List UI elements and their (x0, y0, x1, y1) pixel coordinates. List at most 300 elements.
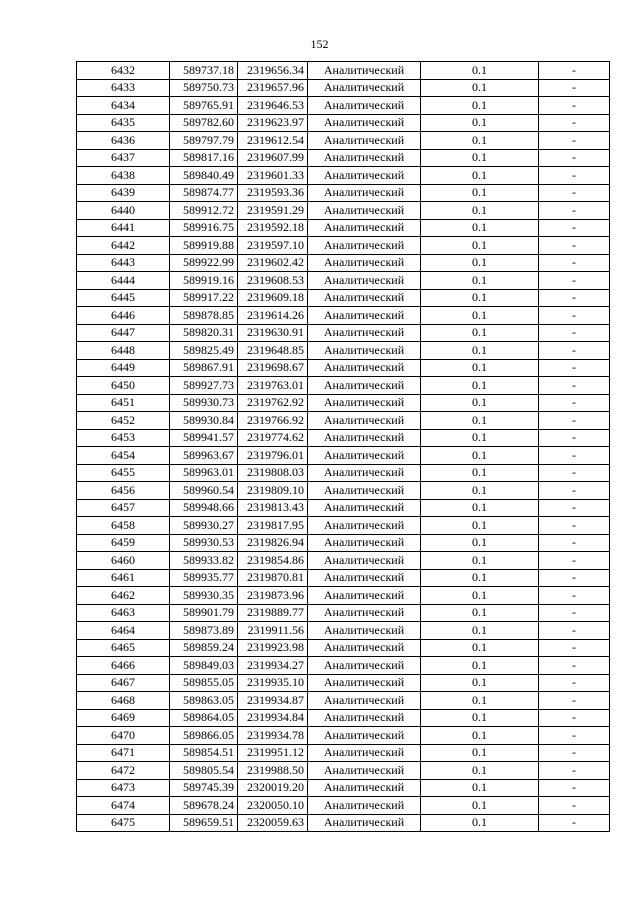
accuracy-cell: 0.1 (421, 202, 539, 220)
method-cell: Аналитический (308, 762, 421, 780)
x-coordinate-cell: 589912.72 (170, 202, 238, 220)
accuracy-cell: 0.1 (421, 534, 539, 552)
y-coordinate-cell: 2319646.53 (238, 97, 308, 115)
accuracy-cell: 0.1 (421, 464, 539, 482)
note-cell: - (539, 762, 610, 780)
note-cell: - (539, 202, 610, 220)
table-row (77, 62, 610, 80)
note-cell: - (539, 97, 610, 115)
table-row (77, 412, 610, 430)
x-coordinate-cell: 589859.24 (170, 639, 238, 657)
accuracy-cell: 0.1 (421, 62, 539, 80)
note-cell: - (539, 517, 610, 535)
point-number-cell: 6454 (77, 447, 170, 465)
note-cell: - (539, 744, 610, 762)
x-coordinate-cell: 589863.05 (170, 692, 238, 710)
method-cell: Аналитический (308, 517, 421, 535)
point-number-cell: 6432 (77, 62, 170, 80)
x-coordinate-cell: 589745.39 (170, 779, 238, 797)
y-coordinate-cell: 2320059.63 (238, 814, 308, 832)
point-number-cell: 6436 (77, 132, 170, 150)
y-coordinate-cell: 2319889.77 (238, 604, 308, 622)
coordinates-table (76, 61, 610, 832)
accuracy-cell: 0.1 (421, 604, 539, 622)
note-cell: - (539, 62, 610, 80)
method-cell: Аналитический (308, 744, 421, 762)
x-coordinate-cell: 589855.05 (170, 674, 238, 692)
note-cell: - (539, 709, 610, 727)
table-row (77, 587, 610, 605)
method-cell: Аналитический (308, 132, 421, 150)
x-coordinate-cell: 589820.31 (170, 324, 238, 342)
y-coordinate-cell: 2319614.26 (238, 307, 308, 325)
method-cell: Аналитический (308, 394, 421, 412)
method-cell: Аналитический (308, 622, 421, 640)
note-cell: - (539, 429, 610, 447)
accuracy-cell: 0.1 (421, 657, 539, 675)
y-coordinate-cell: 2319988.50 (238, 762, 308, 780)
point-number-cell: 6472 (77, 762, 170, 780)
note-cell: - (539, 692, 610, 710)
point-number-cell: 6452 (77, 412, 170, 430)
method-cell: Аналитический (308, 447, 421, 465)
note-cell: - (539, 342, 610, 360)
method-cell: Аналитический (308, 464, 421, 482)
method-cell: Аналитический (308, 569, 421, 587)
y-coordinate-cell: 2319873.96 (238, 587, 308, 605)
method-cell: Аналитический (308, 482, 421, 500)
y-coordinate-cell: 2319601.33 (238, 167, 308, 185)
x-coordinate-cell: 589927.73 (170, 377, 238, 395)
table-row (77, 622, 610, 640)
note-cell: - (539, 272, 610, 290)
method-cell: Аналитический (308, 412, 421, 430)
method-cell: Аналитический (308, 814, 421, 832)
method-cell: Аналитический (308, 97, 421, 115)
note-cell: - (539, 674, 610, 692)
table-row (77, 727, 610, 745)
table-row (77, 342, 610, 360)
note-cell: - (539, 219, 610, 237)
method-cell: Аналитический (308, 377, 421, 395)
table-row (77, 219, 610, 237)
table-row (77, 184, 610, 202)
point-number-cell: 6467 (77, 674, 170, 692)
method-cell: Аналитический (308, 167, 421, 185)
table-row (77, 464, 610, 482)
table-row (77, 132, 610, 150)
point-number-cell: 6449 (77, 359, 170, 377)
method-cell: Аналитический (308, 639, 421, 657)
table-row (77, 657, 610, 675)
table-row (77, 639, 610, 657)
table-row (77, 692, 610, 710)
note-cell: - (539, 237, 610, 255)
table-row (77, 744, 610, 762)
y-coordinate-cell: 2319762.92 (238, 394, 308, 412)
y-coordinate-cell: 2319607.99 (238, 149, 308, 167)
table-row (77, 429, 610, 447)
accuracy-cell: 0.1 (421, 219, 539, 237)
x-coordinate-cell: 589933.82 (170, 552, 238, 570)
table-row (77, 202, 610, 220)
method-cell: Аналитический (308, 342, 421, 360)
point-number-cell: 6470 (77, 727, 170, 745)
table-row (77, 814, 610, 832)
table-row (77, 167, 610, 185)
x-coordinate-cell: 589873.89 (170, 622, 238, 640)
accuracy-cell: 0.1 (421, 237, 539, 255)
table-row (77, 779, 610, 797)
point-number-cell: 6458 (77, 517, 170, 535)
note-cell: - (539, 254, 610, 272)
y-coordinate-cell: 2320019.20 (238, 779, 308, 797)
table-row (77, 324, 610, 342)
y-coordinate-cell: 2319608.53 (238, 272, 308, 290)
note-cell: - (539, 797, 610, 815)
x-coordinate-cell: 589930.53 (170, 534, 238, 552)
point-number-cell: 6443 (77, 254, 170, 272)
x-coordinate-cell: 589919.16 (170, 272, 238, 290)
x-coordinate-cell: 589750.73 (170, 79, 238, 97)
y-coordinate-cell: 2319657.96 (238, 79, 308, 97)
y-coordinate-cell: 2319591.29 (238, 202, 308, 220)
accuracy-cell: 0.1 (421, 814, 539, 832)
point-number-cell: 6473 (77, 779, 170, 797)
y-coordinate-cell: 2319609.18 (238, 289, 308, 307)
x-coordinate-cell: 589960.54 (170, 482, 238, 500)
note-cell: - (539, 394, 610, 412)
method-cell: Аналитический (308, 324, 421, 342)
note-cell: - (539, 639, 610, 657)
x-coordinate-cell: 589866.05 (170, 727, 238, 745)
x-coordinate-cell: 589797.79 (170, 132, 238, 150)
x-coordinate-cell: 589874.77 (170, 184, 238, 202)
note-cell: - (539, 359, 610, 377)
accuracy-cell: 0.1 (421, 184, 539, 202)
y-coordinate-cell: 2319774.62 (238, 429, 308, 447)
y-coordinate-cell: 2319648.85 (238, 342, 308, 360)
method-cell: Аналитический (308, 674, 421, 692)
point-number-cell: 6455 (77, 464, 170, 482)
x-coordinate-cell: 589678.24 (170, 797, 238, 815)
x-coordinate-cell: 589864.05 (170, 709, 238, 727)
y-coordinate-cell: 2319593.36 (238, 184, 308, 202)
y-coordinate-cell: 2319763.01 (238, 377, 308, 395)
point-number-cell: 6456 (77, 482, 170, 500)
accuracy-cell: 0.1 (421, 709, 539, 727)
method-cell: Аналитический (308, 797, 421, 815)
accuracy-cell: 0.1 (421, 289, 539, 307)
point-number-cell: 6447 (77, 324, 170, 342)
y-coordinate-cell: 2319826.94 (238, 534, 308, 552)
table-row (77, 289, 610, 307)
note-cell: - (539, 464, 610, 482)
accuracy-cell: 0.1 (421, 272, 539, 290)
point-number-cell: 6433 (77, 79, 170, 97)
x-coordinate-cell: 589941.57 (170, 429, 238, 447)
x-coordinate-cell: 589930.73 (170, 394, 238, 412)
point-number-cell: 6474 (77, 797, 170, 815)
x-coordinate-cell: 589782.60 (170, 114, 238, 132)
method-cell: Аналитический (308, 359, 421, 377)
table-row (77, 534, 610, 552)
method-cell: Аналитический (308, 604, 421, 622)
method-cell: Аналитический (308, 219, 421, 237)
y-coordinate-cell: 2319597.10 (238, 237, 308, 255)
point-number-cell: 6451 (77, 394, 170, 412)
accuracy-cell: 0.1 (421, 394, 539, 412)
y-coordinate-cell: 2319934.27 (238, 657, 308, 675)
point-number-cell: 6464 (77, 622, 170, 640)
accuracy-cell: 0.1 (421, 377, 539, 395)
x-coordinate-cell: 589854.51 (170, 744, 238, 762)
table-row (77, 394, 610, 412)
table-row (77, 149, 610, 167)
method-cell: Аналитический (308, 254, 421, 272)
accuracy-cell: 0.1 (421, 97, 539, 115)
accuracy-cell: 0.1 (421, 342, 539, 360)
accuracy-cell: 0.1 (421, 482, 539, 500)
y-coordinate-cell: 2319923.98 (238, 639, 308, 657)
note-cell: - (539, 447, 610, 465)
note-cell: - (539, 114, 610, 132)
x-coordinate-cell: 589930.84 (170, 412, 238, 430)
table-row (77, 604, 610, 622)
x-coordinate-cell: 589919.88 (170, 237, 238, 255)
y-coordinate-cell: 2319934.78 (238, 727, 308, 745)
accuracy-cell: 0.1 (421, 79, 539, 97)
y-coordinate-cell: 2319656.34 (238, 62, 308, 80)
method-cell: Аналитический (308, 184, 421, 202)
table-row (77, 359, 610, 377)
note-cell: - (539, 324, 610, 342)
table-row (77, 254, 610, 272)
point-number-cell: 6475 (77, 814, 170, 832)
method-cell: Аналитический (308, 237, 421, 255)
accuracy-cell: 0.1 (421, 587, 539, 605)
accuracy-cell: 0.1 (421, 254, 539, 272)
accuracy-cell: 0.1 (421, 324, 539, 342)
x-coordinate-cell: 589659.51 (170, 814, 238, 832)
point-number-cell: 6445 (77, 289, 170, 307)
point-number-cell: 6438 (77, 167, 170, 185)
point-number-cell: 6448 (77, 342, 170, 360)
accuracy-cell: 0.1 (421, 517, 539, 535)
x-coordinate-cell: 589840.49 (170, 167, 238, 185)
note-cell: - (539, 482, 610, 500)
method-cell: Аналитический (308, 429, 421, 447)
note-cell: - (539, 779, 610, 797)
method-cell: Аналитический (308, 587, 421, 605)
y-coordinate-cell: 2319817.95 (238, 517, 308, 535)
note-cell: - (539, 587, 610, 605)
method-cell: Аналитический (308, 709, 421, 727)
accuracy-cell: 0.1 (421, 447, 539, 465)
table-row (77, 709, 610, 727)
method-cell: Аналитический (308, 149, 421, 167)
x-coordinate-cell: 589948.66 (170, 499, 238, 517)
accuracy-cell: 0.1 (421, 762, 539, 780)
table-row (77, 237, 610, 255)
table-row (77, 762, 610, 780)
method-cell: Аналитический (308, 307, 421, 325)
accuracy-cell: 0.1 (421, 167, 539, 185)
table-body (77, 62, 610, 832)
method-cell: Аналитический (308, 289, 421, 307)
accuracy-cell: 0.1 (421, 149, 539, 167)
y-coordinate-cell: 2319935.10 (238, 674, 308, 692)
y-coordinate-cell: 2319911.56 (238, 622, 308, 640)
point-number-cell: 6459 (77, 534, 170, 552)
point-number-cell: 6453 (77, 429, 170, 447)
point-number-cell: 6441 (77, 219, 170, 237)
x-coordinate-cell: 589930.35 (170, 587, 238, 605)
method-cell: Аналитический (308, 779, 421, 797)
point-number-cell: 6437 (77, 149, 170, 167)
table-row (77, 307, 610, 325)
table-row (77, 79, 610, 97)
x-coordinate-cell: 589737.18 (170, 62, 238, 80)
point-number-cell: 6435 (77, 114, 170, 132)
table-row (77, 114, 610, 132)
y-coordinate-cell: 2320050.10 (238, 797, 308, 815)
point-number-cell: 6442 (77, 237, 170, 255)
x-coordinate-cell: 589817.16 (170, 149, 238, 167)
point-number-cell: 6461 (77, 569, 170, 587)
table-row (77, 97, 610, 115)
note-cell: - (539, 499, 610, 517)
y-coordinate-cell: 2319698.67 (238, 359, 308, 377)
point-number-cell: 6434 (77, 97, 170, 115)
point-number-cell: 6460 (77, 552, 170, 570)
point-number-cell: 6439 (77, 184, 170, 202)
note-cell: - (539, 289, 610, 307)
note-cell: - (539, 814, 610, 832)
table-row (77, 797, 610, 815)
accuracy-cell: 0.1 (421, 727, 539, 745)
y-coordinate-cell: 2319796.01 (238, 447, 308, 465)
x-coordinate-cell: 589849.03 (170, 657, 238, 675)
x-coordinate-cell: 589805.54 (170, 762, 238, 780)
table-row (77, 517, 610, 535)
table-row (77, 377, 610, 395)
accuracy-cell: 0.1 (421, 779, 539, 797)
x-coordinate-cell: 589916.75 (170, 219, 238, 237)
point-number-cell: 6471 (77, 744, 170, 762)
x-coordinate-cell: 589917.22 (170, 289, 238, 307)
table-row (77, 552, 610, 570)
table-row (77, 674, 610, 692)
y-coordinate-cell: 2319602.42 (238, 254, 308, 272)
x-coordinate-cell: 589935.77 (170, 569, 238, 587)
accuracy-cell: 0.1 (421, 359, 539, 377)
accuracy-cell: 0.1 (421, 569, 539, 587)
accuracy-cell: 0.1 (421, 797, 539, 815)
y-coordinate-cell: 2319808.03 (238, 464, 308, 482)
point-number-cell: 6446 (77, 307, 170, 325)
method-cell: Аналитический (308, 79, 421, 97)
point-number-cell: 6440 (77, 202, 170, 220)
point-number-cell: 6462 (77, 587, 170, 605)
accuracy-cell: 0.1 (421, 114, 539, 132)
table-row (77, 482, 610, 500)
note-cell: - (539, 552, 610, 570)
x-coordinate-cell: 589867.91 (170, 359, 238, 377)
x-coordinate-cell: 589963.67 (170, 447, 238, 465)
accuracy-cell: 0.1 (421, 692, 539, 710)
note-cell: - (539, 657, 610, 675)
point-number-cell: 6469 (77, 709, 170, 727)
accuracy-cell: 0.1 (421, 744, 539, 762)
accuracy-cell: 0.1 (421, 674, 539, 692)
y-coordinate-cell: 2319854.86 (238, 552, 308, 570)
accuracy-cell: 0.1 (421, 412, 539, 430)
x-coordinate-cell: 589825.49 (170, 342, 238, 360)
note-cell: - (539, 149, 610, 167)
x-coordinate-cell: 589878.85 (170, 307, 238, 325)
note-cell: - (539, 184, 610, 202)
y-coordinate-cell: 2319934.84 (238, 709, 308, 727)
method-cell: Аналитический (308, 62, 421, 80)
point-number-cell: 6468 (77, 692, 170, 710)
point-number-cell: 6444 (77, 272, 170, 290)
x-coordinate-cell: 589901.79 (170, 604, 238, 622)
method-cell: Аналитический (308, 114, 421, 132)
accuracy-cell: 0.1 (421, 499, 539, 517)
note-cell: - (539, 412, 610, 430)
note-cell: - (539, 569, 610, 587)
method-cell: Аналитический (308, 552, 421, 570)
method-cell: Аналитический (308, 692, 421, 710)
table-row (77, 569, 610, 587)
x-coordinate-cell: 589963.01 (170, 464, 238, 482)
note-cell: - (539, 167, 610, 185)
method-cell: Аналитический (308, 727, 421, 745)
y-coordinate-cell: 2319766.92 (238, 412, 308, 430)
table-row (77, 499, 610, 517)
accuracy-cell: 0.1 (421, 307, 539, 325)
point-number-cell: 6463 (77, 604, 170, 622)
note-cell: - (539, 622, 610, 640)
accuracy-cell: 0.1 (421, 429, 539, 447)
note-cell: - (539, 79, 610, 97)
y-coordinate-cell: 2319623.97 (238, 114, 308, 132)
point-number-cell: 6457 (77, 499, 170, 517)
y-coordinate-cell: 2319630.91 (238, 324, 308, 342)
note-cell: - (539, 534, 610, 552)
y-coordinate-cell: 2319951.12 (238, 744, 308, 762)
point-number-cell: 6465 (77, 639, 170, 657)
method-cell: Аналитический (308, 272, 421, 290)
y-coordinate-cell: 2319813.43 (238, 499, 308, 517)
accuracy-cell: 0.1 (421, 639, 539, 657)
y-coordinate-cell: 2319934.87 (238, 692, 308, 710)
accuracy-cell: 0.1 (421, 622, 539, 640)
y-coordinate-cell: 2319612.54 (238, 132, 308, 150)
method-cell: Аналитический (308, 499, 421, 517)
method-cell: Аналитический (308, 202, 421, 220)
x-coordinate-cell: 589765.91 (170, 97, 238, 115)
method-cell: Аналитический (308, 534, 421, 552)
note-cell: - (539, 377, 610, 395)
y-coordinate-cell: 2319870.81 (238, 569, 308, 587)
method-cell: Аналитический (308, 657, 421, 675)
note-cell: - (539, 132, 610, 150)
note-cell: - (539, 604, 610, 622)
y-coordinate-cell: 2319592.18 (238, 219, 308, 237)
table-row (77, 272, 610, 290)
